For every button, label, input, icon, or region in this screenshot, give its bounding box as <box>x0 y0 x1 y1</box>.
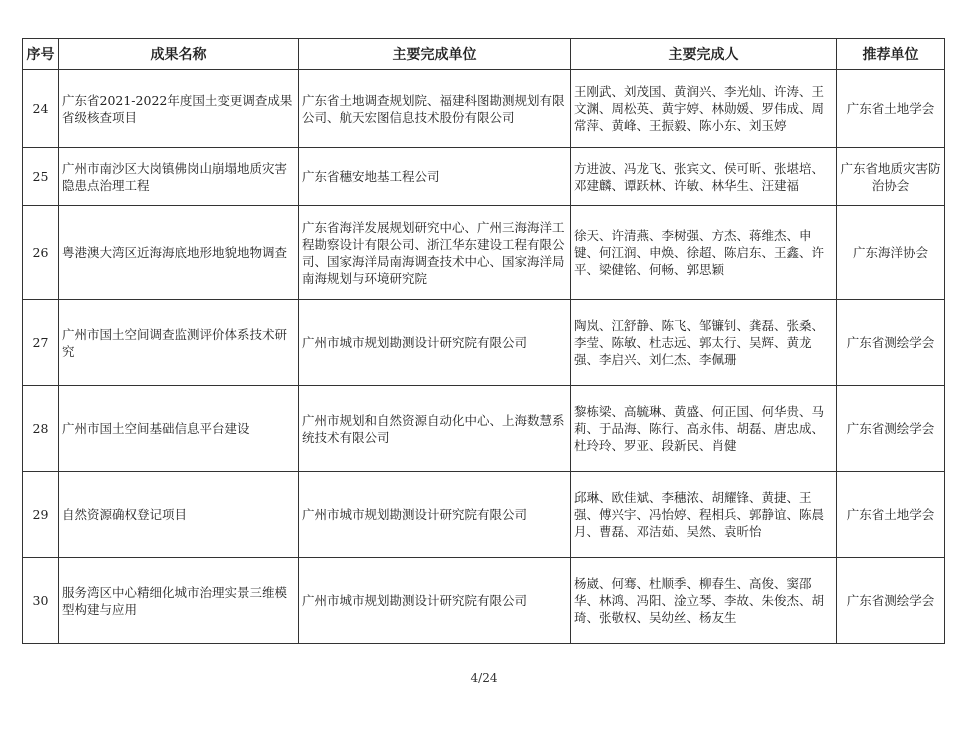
row-recommending-unit: 广东省测绘学会 <box>837 558 945 644</box>
table-header-row <box>23 39 945 70</box>
row-completing-people: 方进波、冯龙飞、张宾文、侯可昕、张堪培、邓建麟、谭跃林、许敏、林华生、汪建福 <box>571 148 837 206</box>
table-row <box>23 558 945 644</box>
table-row <box>23 386 945 472</box>
row-completing-people: 杨崴、何骞、杜顺季、柳春生、高俊、窦邵华、林鸿、冯阳、淦立琴、李故、朱俊杰、胡琦、张敬权、吴幼丝、杨友生 <box>571 558 837 644</box>
row-completing-units: 广东省穗安地基工程公司 <box>299 148 571 206</box>
row-completing-people: 徐天、许清燕、李树强、方杰、蒋维杰、申键、何江润、申焕、徐超、陈启东、王鑫、许平、梁健铭、何畅、郭思颖 <box>571 206 837 300</box>
row-number: 28 <box>23 386 59 472</box>
table-row <box>23 472 945 558</box>
row-recommending-unit: 广东省测绘学会 <box>837 300 945 386</box>
row-achievement-name: 粤港澳大湾区近海海底地形地貌地物调查 <box>59 206 299 300</box>
header-completing-units: 主要完成单位 <box>299 39 571 70</box>
row-achievement-name: 广东省2021-2022年度国土变更调查成果省级核查项目 <box>59 70 299 148</box>
row-recommending-unit: 广东省地质灾害防治协会 <box>837 148 945 206</box>
row-number: 29 <box>23 472 59 558</box>
row-completing-units: 广州市城市规划勘测设计研究院有限公司 <box>299 472 571 558</box>
header-recommending-unit: 推荐单位 <box>837 39 945 70</box>
table-row <box>23 70 945 148</box>
row-recommending-unit: 广东省测绘学会 <box>837 386 945 472</box>
row-completing-people: 王刚武、刘茂国、黄润兴、李光灿、许涛、王文渊、周松英、黄宇婷、林勋媛、罗伟成、周常萍、黄峰、王振毅、陈小东、刘玉婷 <box>571 70 837 148</box>
row-completing-units: 广东省海洋发展规划研究中心、广州三海海洋工程勘察设计有限公司、浙江华东建设工程有限公司、国家海洋局南海调查技术中心、国家海洋局南海规划与环境研究院 <box>299 206 571 300</box>
row-completing-units: 广州市规划和自然资源自动化中心、上海数慧系统技术有限公司 <box>299 386 571 472</box>
header-number: 序号 <box>23 39 59 70</box>
row-number: 24 <box>23 70 59 148</box>
row-achievement-name: 广州市国土空间调查监测评价体系技术研究 <box>59 300 299 386</box>
table-row <box>23 148 945 206</box>
row-completing-people: 黎栋梁、高毓琳、黄盛、何正国、何华贵、马莉、于品海、陈行、高永伟、胡磊、唐忠成、杜玲玲、罗亚、段新民、肖健 <box>571 386 837 472</box>
row-completing-units: 广州市城市规划勘测设计研究院有限公司 <box>299 558 571 644</box>
table-row <box>23 300 945 386</box>
awards-table <box>22 38 945 644</box>
row-achievement-name: 广州市南沙区大岗镇佛岗山崩塌地质灾害隐患点治理工程 <box>59 148 299 206</box>
row-recommending-unit: 广东海洋协会 <box>837 206 945 300</box>
row-achievement-name: 服务湾区中心精细化城市治理实景三维模型构建与应用 <box>59 558 299 644</box>
row-achievement-name: 自然资源确权登记项目 <box>59 472 299 558</box>
row-completing-people: 邱琳、欧佳斌、李穗浓、胡耀锋、黄捷、王强、傅兴宇、冯怡婷、程相兵、郭静谊、陈晨月、曹磊、邓洁茹、吴然、袁昕怡 <box>571 472 837 558</box>
row-number: 27 <box>23 300 59 386</box>
row-completing-units: 广东省土地调查规划院、福建科图勘测规划有限公司、航天宏图信息技术股份有限公司 <box>299 70 571 148</box>
row-completing-units: 广州市城市规划勘测设计研究院有限公司 <box>299 300 571 386</box>
row-number: 25 <box>23 148 59 206</box>
row-number: 26 <box>23 206 59 300</box>
row-recommending-unit: 广东省土地学会 <box>837 472 945 558</box>
row-completing-people: 陶岚、江舒静、陈飞、邹镰钊、龚磊、张桑、李莹、陈敏、杜志远、郭太行、吴辉、黄龙强、李启兴、刘仁杰、李佩珊 <box>571 300 837 386</box>
header-completing-people: 主要完成人 <box>571 39 837 70</box>
page-number: 4/24 <box>470 671 498 685</box>
row-number: 30 <box>23 558 59 644</box>
header-achievement-name: 成果名称 <box>59 39 299 70</box>
row-recommending-unit: 广东省土地学会 <box>837 70 945 148</box>
row-achievement-name: 广州市国土空间基础信息平台建设 <box>59 386 299 472</box>
table-row <box>23 206 945 300</box>
